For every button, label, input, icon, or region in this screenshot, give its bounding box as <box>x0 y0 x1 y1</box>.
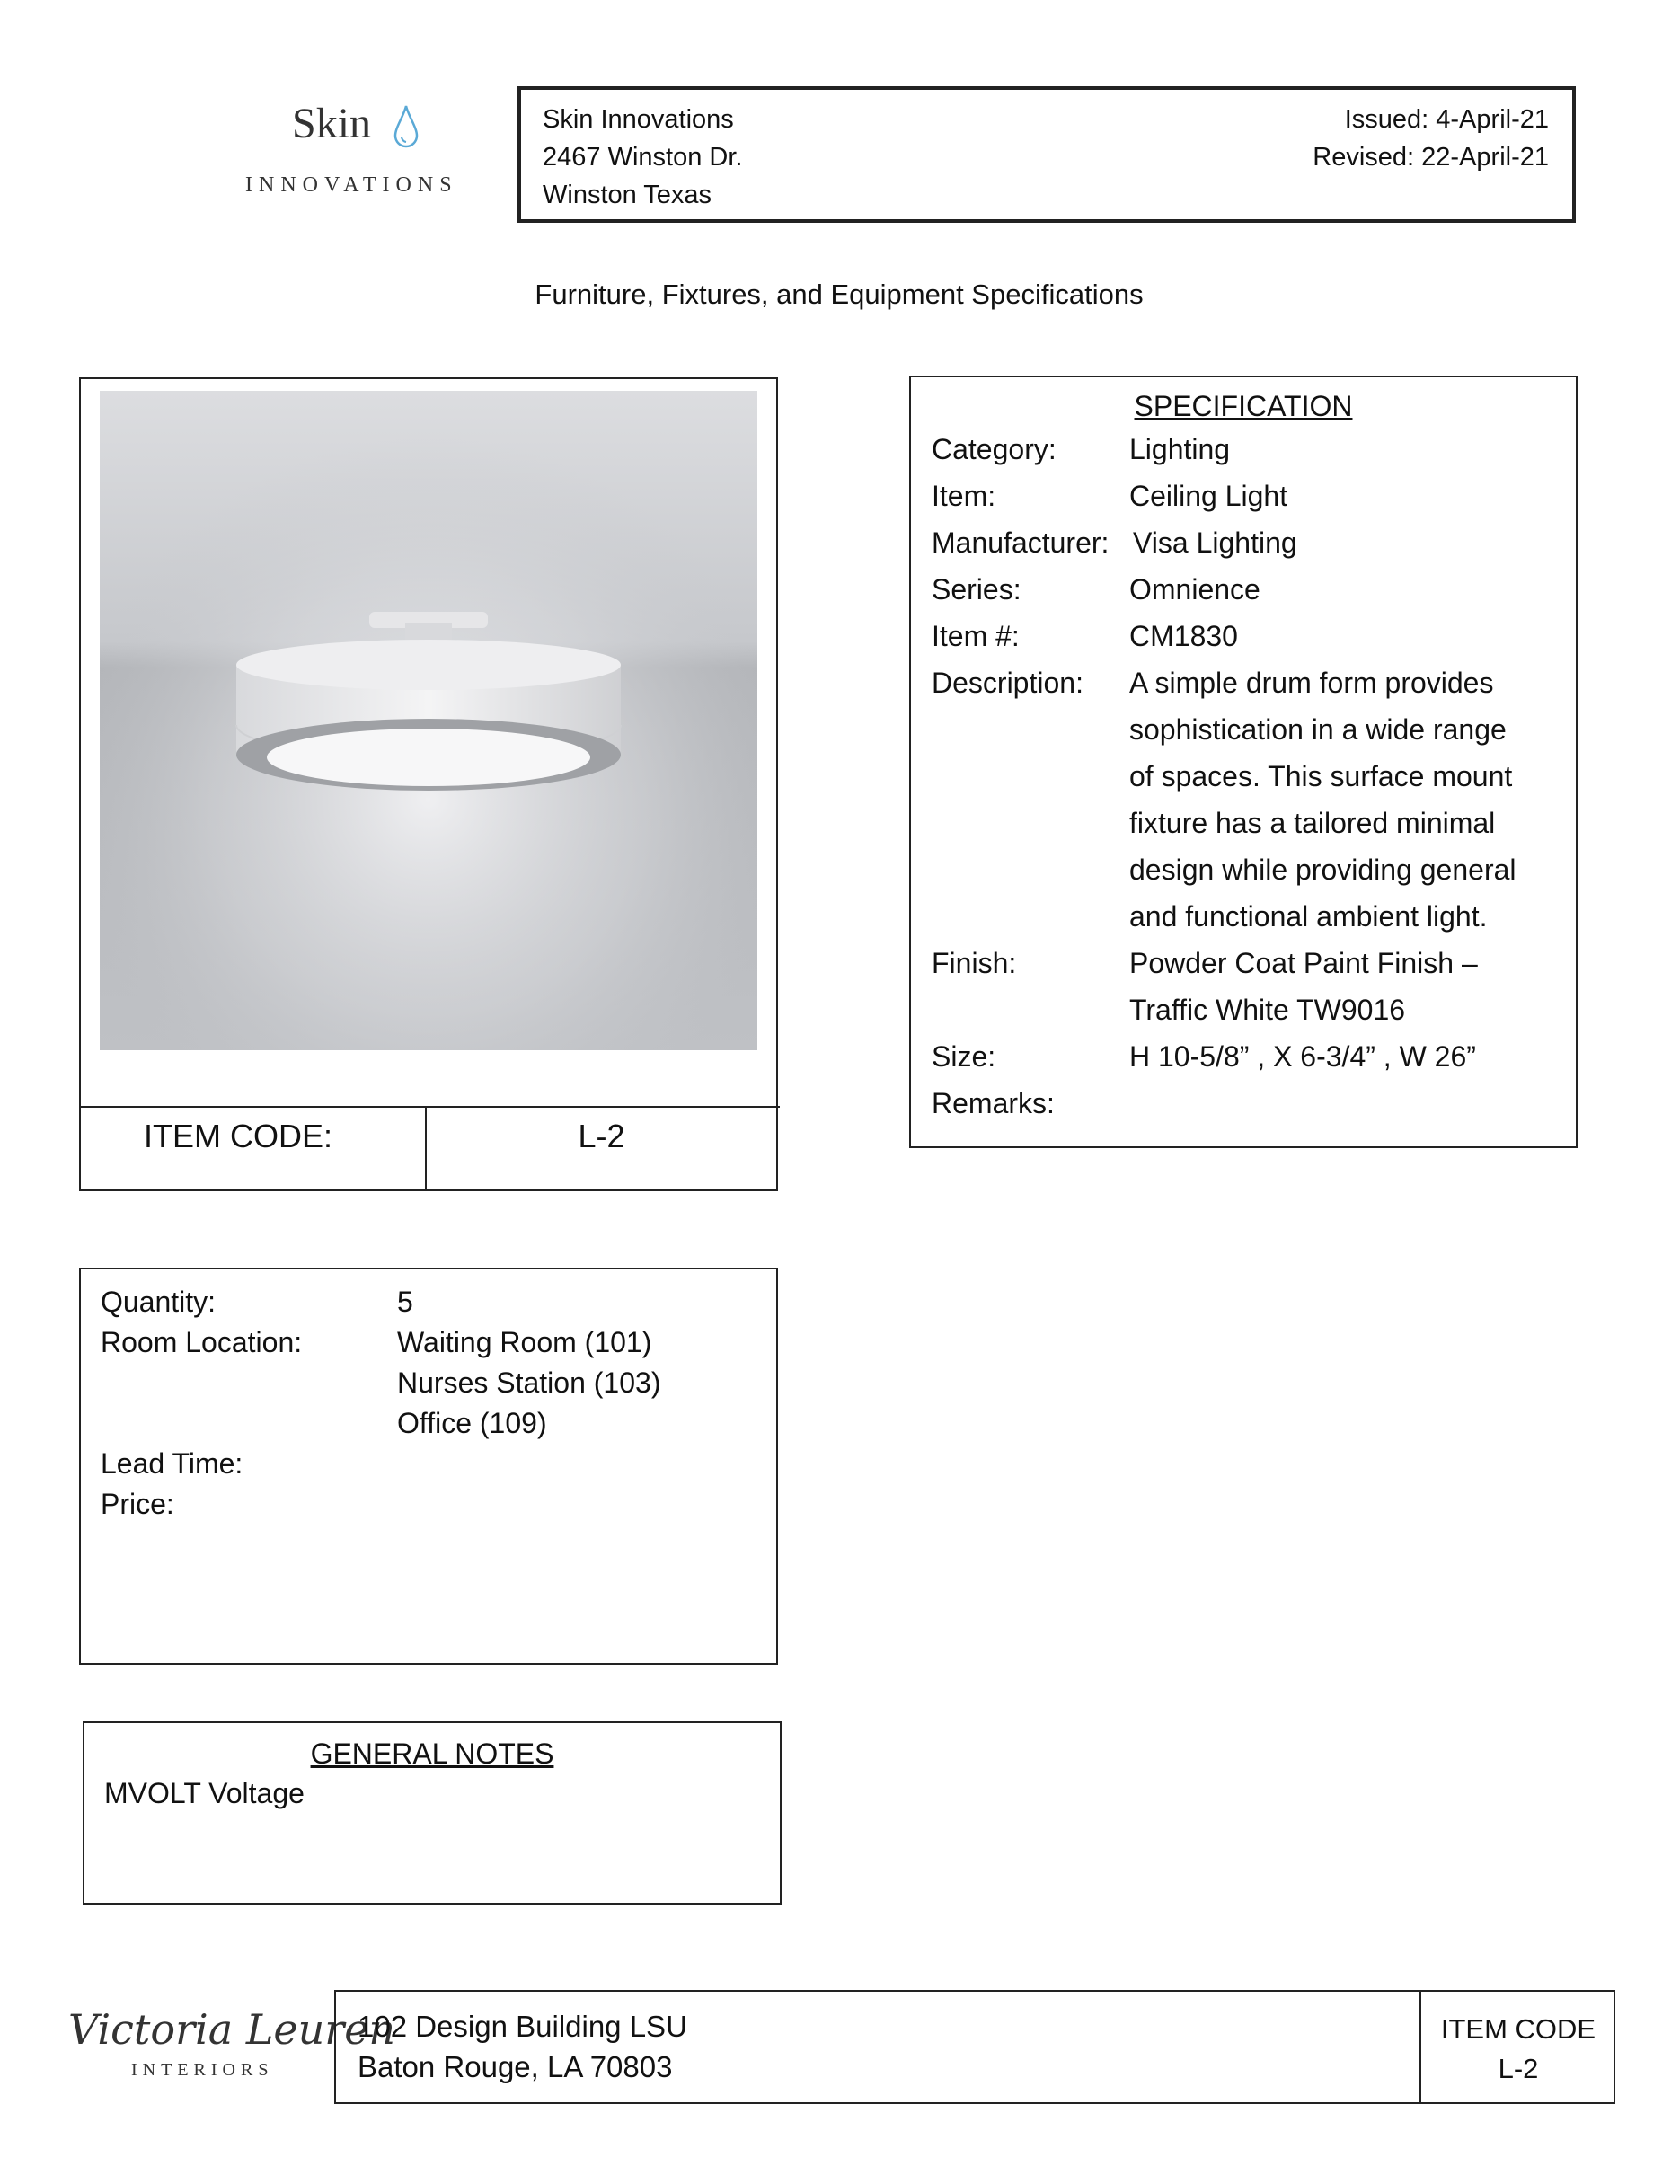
spec-label: Series: <box>932 573 1021 606</box>
room-line: Waiting Room (101) <box>397 1326 652 1358</box>
order-value-rooms <box>397 1322 756 1444</box>
spec-value: H 10-5/8” , X 6-3/4” , W 26” <box>1129 1040 1476 1073</box>
general-notes-body: MVOLT Voltage <box>104 1777 305 1809</box>
company-address-line1: 2467 Winston Dr. <box>543 143 743 172</box>
company-name: Skin Innovations <box>543 105 734 134</box>
footer-address-line1: 102 Design Building LSU <box>358 2010 687 2043</box>
spec-label: Description: <box>932 667 1083 699</box>
general-notes-title: GENERAL NOTES <box>310 1737 554 1770</box>
spec-value: Lighting <box>1129 433 1231 465</box>
specification-title: SPECIFICATION <box>1134 390 1353 422</box>
logo-wordmark: Skin <box>292 100 372 147</box>
footer-box <box>334 1990 1615 2104</box>
description-line: of spaces. This surface mount <box>1129 760 1513 792</box>
description-line: fixture has a tailored minimal <box>1129 807 1496 839</box>
document-title: Furniture, Fixtures, and Equipment Specifications <box>535 279 1144 310</box>
description-line: sophistication in a wide range <box>1129 713 1507 746</box>
description-line: and functional ambient light. <box>1129 900 1488 933</box>
spec-label: Finish: <box>932 947 1017 979</box>
order-label: Lead Time: <box>101 1447 243 1480</box>
item-code-label: ITEM CODE: <box>144 1118 333 1154</box>
order-label: Price: <box>101 1488 174 1520</box>
footer-item-code-value: L-2 <box>1498 2053 1539 2084</box>
footer-item-code-label: ITEM CODE <box>1440 2013 1596 2045</box>
spec-value: CM1830 <box>1129 620 1238 652</box>
finish-line: Powder Coat Paint Finish – <box>1129 947 1478 979</box>
company-address <box>543 101 742 214</box>
designer-logo-script: Victoria Leuren <box>68 2005 396 2054</box>
product-image-box <box>79 377 778 1191</box>
description-line: A simple drum form provides <box>1129 667 1494 699</box>
description-line: design while providing general <box>1129 853 1516 886</box>
spec-label: Item #: <box>932 620 1020 652</box>
issue-dates <box>1313 101 1549 176</box>
spec-label: Size: <box>932 1040 996 1073</box>
finish-line: Traffic White TW9016 <box>1129 994 1406 1026</box>
item-code-divider-horizontal <box>81 1106 780 1108</box>
item-code-value: L-2 <box>578 1118 625 1154</box>
order-label: Quantity: <box>101 1286 217 1318</box>
revised-date: Revised: 22-April-21 <box>1313 143 1549 172</box>
water-drop-icon <box>393 104 420 149</box>
room-line: Nurses Station (103) <box>397 1366 661 1399</box>
company-address-line2: Winston Texas <box>543 181 712 209</box>
footer-item-code <box>1421 2010 1615 2089</box>
header-box <box>517 86 1576 223</box>
order-label: Room Location: <box>101 1326 303 1358</box>
designer-logo-subtitle: INTERIORS <box>131 2060 274 2080</box>
spec-value-finish <box>1129 940 1552 1033</box>
order-value: 5 <box>397 1286 413 1318</box>
logo-subtitle: INNOVATIONS <box>245 173 458 197</box>
general-notes-box <box>83 1721 782 1905</box>
spec-value: Omnience <box>1129 573 1260 606</box>
spec-label: Manufacturer: <box>932 526 1110 559</box>
room-line: Office (109) <box>397 1407 547 1439</box>
order-details-box <box>79 1268 778 1665</box>
footer-address-line2: Baton Rouge, LA 70803 <box>358 2050 673 2083</box>
spec-label: Item: <box>932 480 996 512</box>
spec-value-description <box>1129 659 1552 940</box>
specification-box <box>909 376 1578 1148</box>
spec-label: Remarks: <box>932 1087 1055 1119</box>
spec-value: Ceiling Light <box>1129 480 1288 512</box>
issued-date: Issued: 4-April-21 <box>1344 105 1549 134</box>
spec-value: Visa Lighting <box>1133 526 1297 559</box>
spec-label: Category: <box>932 433 1057 465</box>
footer-address <box>358 2006 687 2087</box>
ceiling-light-photo <box>100 391 757 1050</box>
